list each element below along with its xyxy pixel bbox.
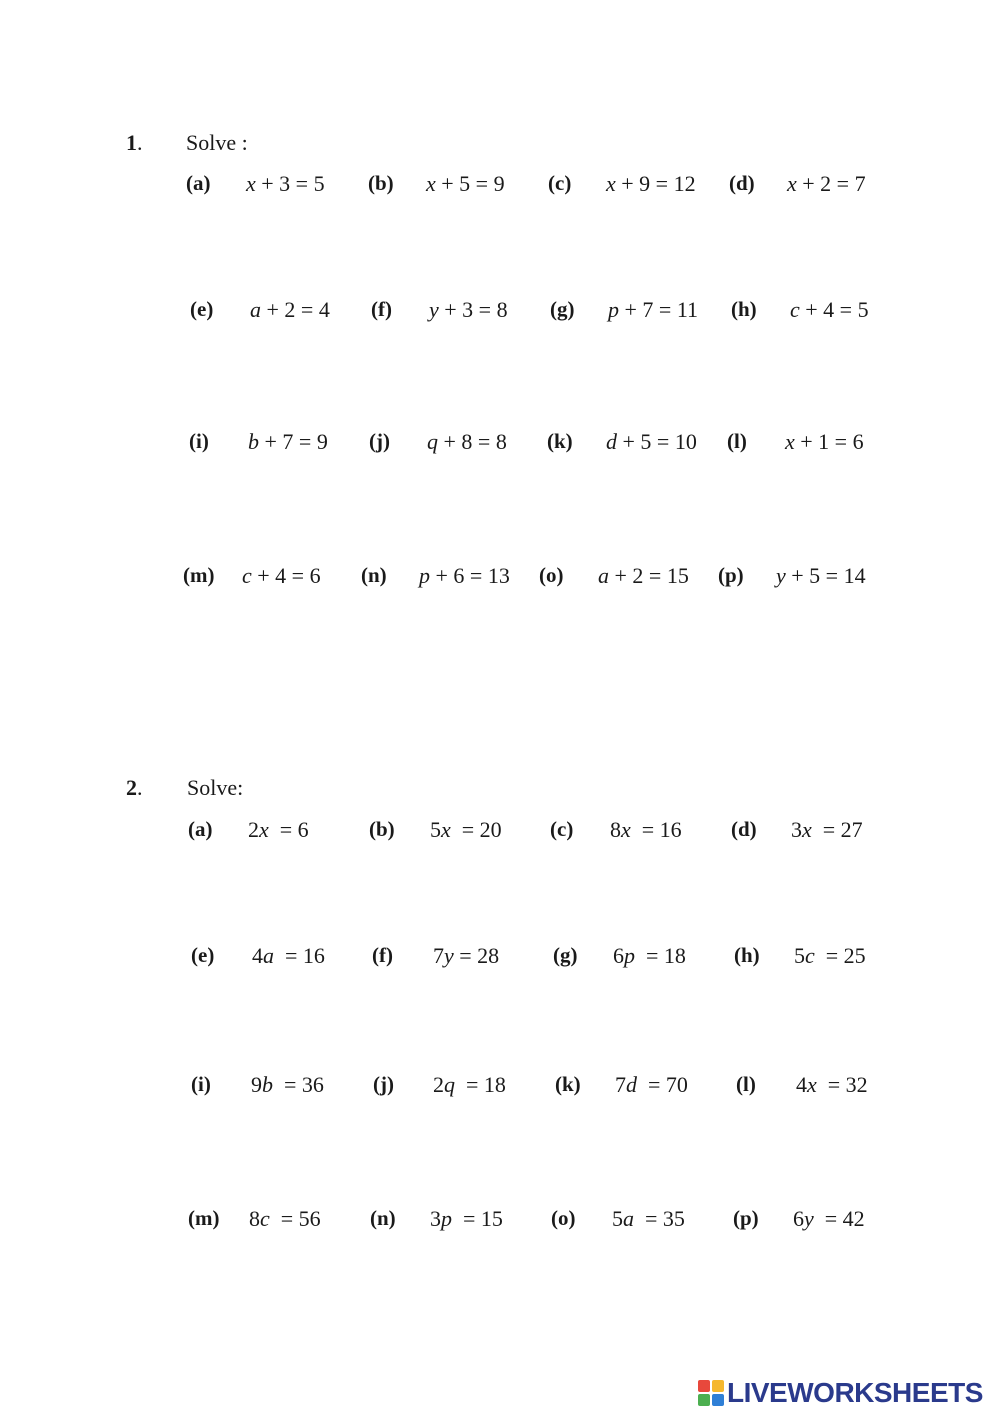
item-label: (l) <box>736 1072 756 1096</box>
item-label: (o) <box>551 1206 576 1230</box>
equation-coefficient: 2 <box>433 1072 444 1097</box>
item-label: (p) <box>718 563 744 587</box>
question-2-number <box>126 775 143 801</box>
equation-rest: + 7 = 11 <box>619 297 698 322</box>
equation-rest: + 3 = 5 <box>255 171 325 196</box>
equation-rest: = 36 <box>273 1072 324 1097</box>
equation-coefficient: 6 <box>613 943 624 968</box>
equation-variable: p <box>441 1206 452 1231</box>
equation-rest: = 32 <box>816 1072 868 1097</box>
equation-rest: + 8 = 8 <box>438 429 507 454</box>
equation-variable: p <box>608 297 619 322</box>
equation-variable: a <box>263 943 274 968</box>
equation <box>608 297 698 323</box>
equation-coefficient: 8 <box>610 817 621 842</box>
equation-variable: p <box>419 563 430 588</box>
equation <box>613 943 686 969</box>
equation-rest: + 5 = 14 <box>785 563 866 588</box>
equation-variable: a <box>598 563 609 588</box>
equation-variable: q <box>427 429 438 454</box>
question-2-row-4 <box>0 1206 1000 1246</box>
equation-rest: + 2 = 7 <box>796 171 866 196</box>
equation-rest: = 27 <box>811 817 863 842</box>
question-number-text: 2 <box>126 775 137 800</box>
item-label: (o) <box>539 563 564 587</box>
item-label: (e) <box>190 297 214 321</box>
equation-variable: c <box>805 943 815 968</box>
logo-brand-text: LIVEWORKSHEETS <box>727 1377 983 1408</box>
equation-variable: c <box>790 297 800 322</box>
equation-coefficient: 5 <box>430 817 441 842</box>
equation <box>606 429 697 455</box>
equation-rest: = 6 <box>268 817 309 842</box>
item-label: (d) <box>731 817 757 841</box>
equation <box>793 1206 865 1232</box>
item-label: (g) <box>550 297 575 321</box>
equation-coefficient: 6 <box>793 1206 804 1231</box>
equation-rest: = 70 <box>637 1072 688 1097</box>
equation-variable: p <box>624 943 635 968</box>
equation <box>796 1072 868 1098</box>
equation-rest: + 4 = 5 <box>799 297 869 322</box>
equation <box>252 943 325 969</box>
equation <box>242 563 321 589</box>
equation <box>433 943 499 969</box>
item-label: (m) <box>183 563 215 587</box>
equation <box>250 297 330 323</box>
item-label: (c) <box>548 171 572 195</box>
item-label: (c) <box>550 817 574 841</box>
equation <box>791 817 863 843</box>
question-number-dot: . <box>137 775 143 800</box>
item-label: (k) <box>547 429 573 453</box>
equation-coefficient: 5 <box>794 943 805 968</box>
equation <box>429 297 508 323</box>
equation <box>615 1072 688 1098</box>
item-label: (n) <box>370 1206 396 1230</box>
equation-rest: = 42 <box>813 1206 865 1231</box>
item-label: (d) <box>729 171 755 195</box>
equation <box>249 1206 321 1232</box>
item-label: (i) <box>191 1072 211 1096</box>
equation-rest: + 9 = 12 <box>615 171 696 196</box>
question-2-row-2 <box>0 943 1000 983</box>
equation-rest: = 20 <box>450 817 502 842</box>
equation-variable: a <box>250 297 261 322</box>
equation <box>606 171 696 197</box>
equation-variable: c <box>242 563 252 588</box>
equation-variable: x <box>785 429 795 454</box>
equation-rest: = 28 <box>453 943 500 968</box>
equation-variable: y <box>776 563 786 588</box>
equation-variable: d <box>606 429 617 454</box>
equation-variable: x <box>246 171 256 196</box>
equation-rest: + 5 = 9 <box>435 171 505 196</box>
item-label: (m) <box>188 1206 220 1230</box>
equation <box>790 297 869 323</box>
equation-variable: d <box>626 1072 637 1097</box>
equation-coefficient: 4 <box>796 1072 807 1097</box>
item-label: (h) <box>734 943 760 967</box>
equation-rest: + 4 = 6 <box>251 563 321 588</box>
logo-square-4 <box>712 1394 724 1406</box>
equation-rest: + 2 = 15 <box>609 563 689 588</box>
equation-variable: x <box>621 817 631 842</box>
equation <box>794 943 866 969</box>
equation-rest: = 25 <box>814 943 866 968</box>
equation-variable: y <box>444 943 454 968</box>
equation <box>430 1206 503 1232</box>
logo-square-1 <box>698 1380 710 1392</box>
item-label: (b) <box>368 171 394 195</box>
equation-rest: = 16 <box>274 943 325 968</box>
equation-coefficient: 9 <box>251 1072 262 1097</box>
question-1-row-4 <box>0 563 1000 603</box>
item-label: (f) <box>372 943 393 967</box>
equation <box>612 1206 685 1232</box>
equation-rest: = 18 <box>455 1072 506 1097</box>
equation <box>246 171 325 197</box>
question-2-row-1 <box>0 817 1000 857</box>
question-2-row-3 <box>0 1072 1000 1112</box>
item-label: (i) <box>189 429 209 453</box>
equation-rest: = 18 <box>635 943 686 968</box>
item-label: (l) <box>727 429 747 453</box>
equation-coefficient: 8 <box>249 1206 260 1231</box>
equation <box>248 429 328 455</box>
question-1-title: Solve : <box>186 130 248 155</box>
equation-variable: x <box>807 1072 817 1097</box>
liveworksheets-logo <box>698 1376 994 1410</box>
equation-coefficient: 7 <box>615 1072 626 1097</box>
question-number-text: 1 <box>126 130 137 155</box>
equation-rest: + 5 = 10 <box>617 429 697 454</box>
question-1-row-1 <box>0 171 1000 211</box>
item-label: (f) <box>371 297 392 321</box>
equation-rest: = 56 <box>269 1206 321 1231</box>
item-label: (h) <box>731 297 757 321</box>
item-label: (a) <box>188 817 213 841</box>
question-1-row-2 <box>0 297 1000 337</box>
equation <box>426 171 505 197</box>
equation-variable: y <box>804 1206 814 1231</box>
equation-variable: x <box>606 171 616 196</box>
equation-rest: = 16 <box>630 817 682 842</box>
equation <box>785 429 864 455</box>
equation-rest: + 6 = 13 <box>430 563 510 588</box>
equation-coefficient: 4 <box>252 943 263 968</box>
item-label: (n) <box>361 563 387 587</box>
equation-rest: = 35 <box>634 1206 685 1231</box>
equation <box>610 817 682 843</box>
question-1-row-3 <box>0 429 1000 469</box>
question-1-number <box>126 130 143 156</box>
equation-coefficient: 5 <box>612 1206 623 1231</box>
item-label: (j) <box>369 429 390 453</box>
equation-rest: + 7 = 9 <box>259 429 328 454</box>
logo-square-3 <box>698 1394 710 1406</box>
equation-variable: x <box>441 817 451 842</box>
equation <box>776 563 866 589</box>
equation-coefficient: 7 <box>433 943 444 968</box>
logo-mark-icon <box>698 1380 724 1406</box>
equation-coefficient: 2 <box>248 817 259 842</box>
equation-variable: y <box>429 297 439 322</box>
equation-variable: c <box>260 1206 270 1231</box>
equation <box>787 171 866 197</box>
equation <box>427 429 507 455</box>
item-label: (j) <box>373 1072 394 1096</box>
equation-variable: b <box>248 429 259 454</box>
question-number-dot: . <box>137 130 143 155</box>
equation-variable: q <box>444 1072 455 1097</box>
equation-variable: x <box>787 171 797 196</box>
equation <box>248 817 309 843</box>
equation <box>433 1072 506 1098</box>
equation <box>598 563 689 589</box>
equation-variable: x <box>802 817 812 842</box>
equation-rest: + 2 = 4 <box>261 297 330 322</box>
equation-coefficient: 3 <box>430 1206 441 1231</box>
equation-variable: x <box>426 171 436 196</box>
logo-square-2 <box>712 1380 724 1392</box>
equation-rest: + 3 = 8 <box>438 297 508 322</box>
item-label: (k) <box>555 1072 581 1096</box>
equation-variable: a <box>623 1206 634 1231</box>
equation-rest: = 15 <box>452 1206 503 1231</box>
equation-coefficient: 3 <box>791 817 802 842</box>
equation-variable: x <box>259 817 269 842</box>
equation <box>430 817 502 843</box>
item-label: (a) <box>186 171 211 195</box>
equation-variable: b <box>262 1072 273 1097</box>
item-label: (e) <box>191 943 215 967</box>
item-label: (b) <box>369 817 395 841</box>
item-label: (g) <box>553 943 578 967</box>
equation-rest: + 1 = 6 <box>794 429 864 454</box>
item-label: (p) <box>733 1206 759 1230</box>
equation <box>419 563 510 589</box>
equation <box>251 1072 324 1098</box>
question-2-title: Solve: <box>187 775 244 800</box>
